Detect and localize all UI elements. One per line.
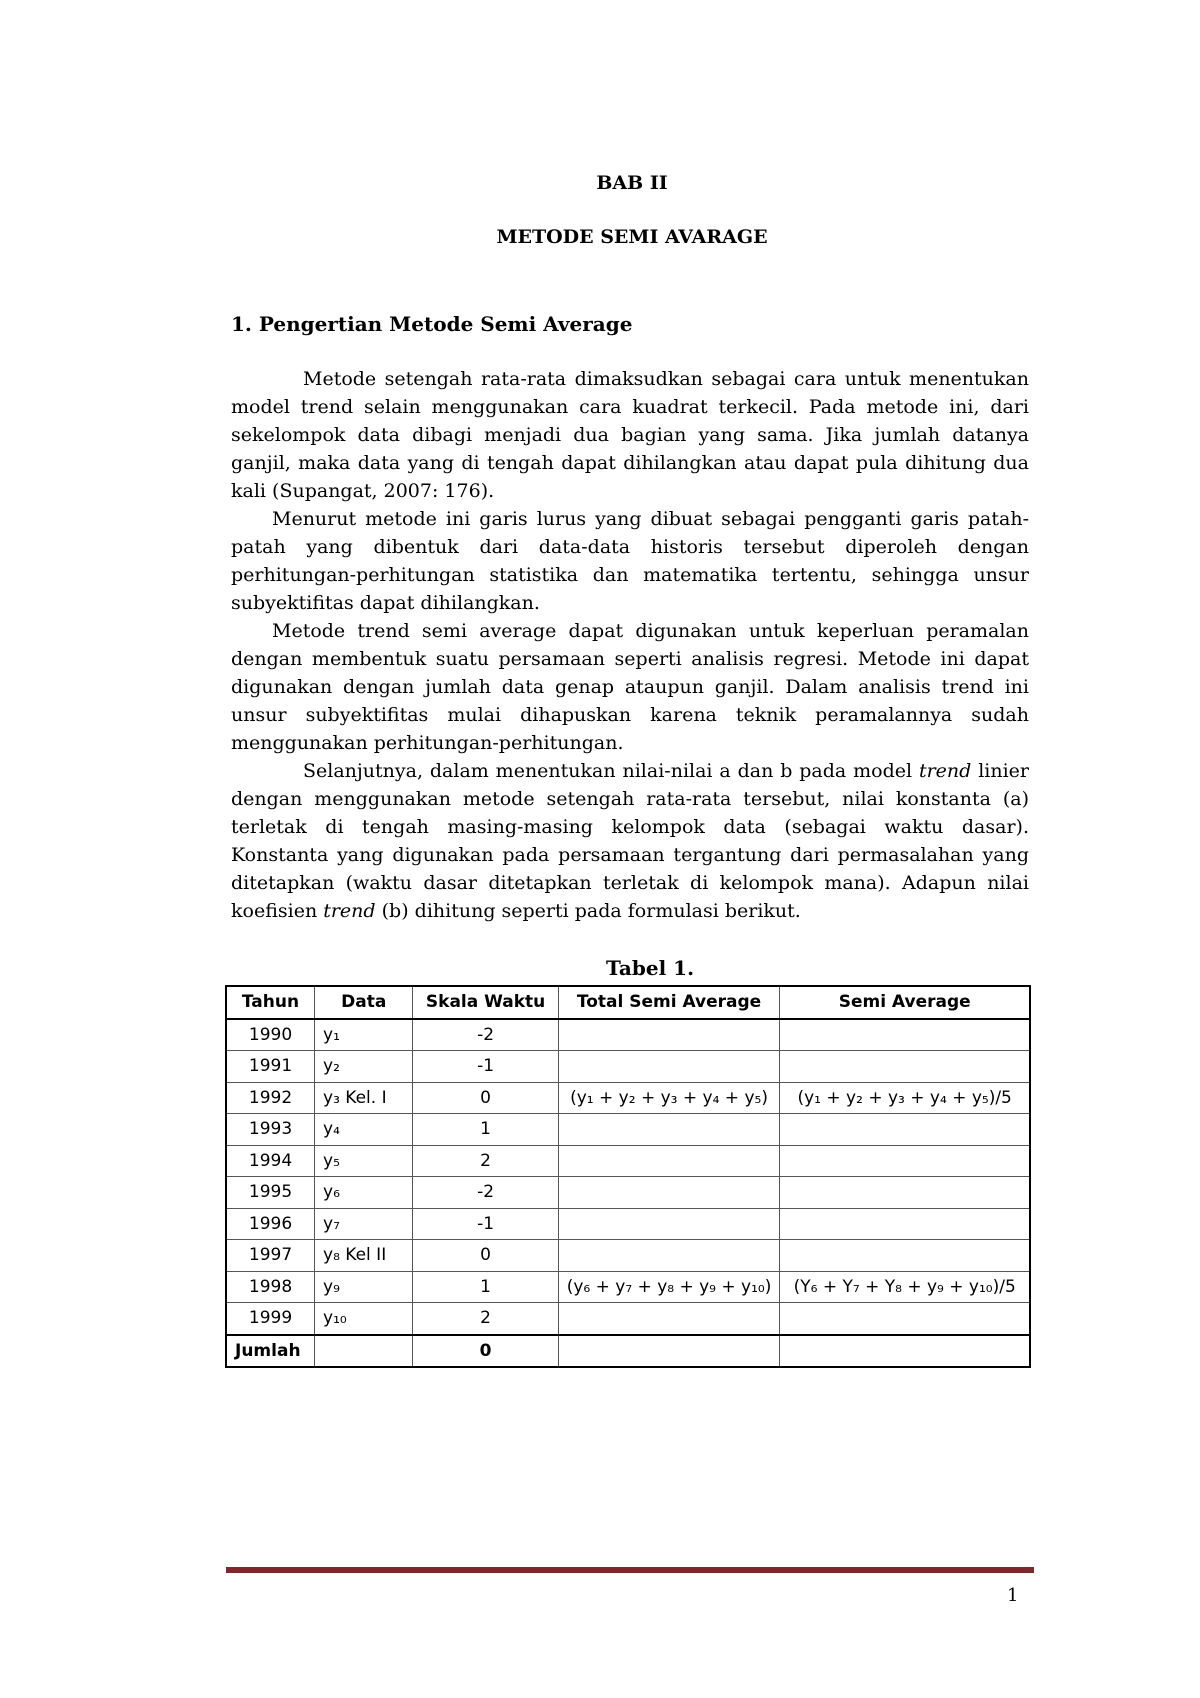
cell-skala-waktu: 0	[413, 1082, 558, 1114]
paragraph-4-part-a: Selanjutnya, dalam menentukan nilai-nilai a dan b pada model	[303, 760, 919, 782]
cell-tahun: 1996	[226, 1208, 315, 1240]
cell-total-semi-average: (y₆ + y₇ + y₈ + y₉ + y₁₀)	[558, 1271, 780, 1303]
table-row	[226, 1019, 1030, 1051]
cell-data: y₆	[315, 1177, 413, 1209]
cell-data: y₂	[315, 1051, 413, 1083]
paragraph-4	[231, 757, 1029, 925]
cell-skala-waktu: 1	[413, 1114, 558, 1146]
table-row	[226, 1303, 1030, 1335]
cell-skala-waktu: 0	[413, 1240, 558, 1272]
cell-tahun: 1998	[226, 1271, 315, 1303]
cell-total-semi-average	[558, 1145, 780, 1177]
cell-skala-waktu: 2	[413, 1303, 558, 1335]
cell-tahun: 1993	[226, 1114, 315, 1146]
cell-data: y₉	[315, 1271, 413, 1303]
cell-data: y₁₀	[315, 1303, 413, 1335]
cell-tahun: 1992	[226, 1082, 315, 1114]
cell-total-skala-waktu: 0	[413, 1335, 558, 1368]
cell-tahun: 1997	[226, 1240, 315, 1272]
cell-total-semi-average	[558, 1019, 780, 1051]
table-row	[226, 1240, 1030, 1272]
cell-semi-average	[780, 1240, 1030, 1272]
semi-average-table	[225, 985, 1031, 1368]
cell-skala-waktu: -1	[413, 1051, 558, 1083]
cell-total-total-semi-average	[558, 1335, 780, 1368]
cell-total-semi-average	[558, 1208, 780, 1240]
header-data: Data	[315, 986, 413, 1019]
cell-tahun: 1991	[226, 1051, 315, 1083]
section-heading: 1. Pengertian Metode Semi Average	[231, 312, 633, 336]
cell-total-semi-average	[558, 1051, 780, 1083]
cell-data: y₅	[315, 1145, 413, 1177]
paragraph-1: Metode setengah rata-rata dimaksudkan sebagai cara untuk menentukan model trend selain menggunakan cara kuadrat terkecil. Pada metode ini, dari sekelompok data dibagi menjadi dua bagian yang sama. Jika jumlah datanya ganjil, maka data yang di tengah dapat dihilangkan atau dapat pula dihitung dua kali (Supangat, 2007: 176).	[231, 368, 1029, 502]
cell-total-data	[315, 1335, 413, 1368]
cell-data: y₃ Kel. I	[315, 1082, 413, 1114]
cell-skala-waktu: 2	[413, 1145, 558, 1177]
chapter-label: BAB II	[596, 172, 668, 194]
paragraph-3: Metode trend semi average dapat digunakan untuk keperluan peramalan dengan membentuk suatu persamaan seperti analisis regresi. Metode ini dapat digunakan dengan jumlah data genap ataupun ganjil. Dalam analisis trend ini unsur subyektifitas mulai dihapuskan karena teknik peramalannya sudah menggunakan perhitungan-perhitungan.	[231, 620, 1029, 754]
cell-semi-average: (Y₆ + Y₇ + Y₈ + y₉ + y₁₀)/5	[780, 1271, 1030, 1303]
paragraph-2: Menurut metode ini garis lurus yang dibuat sebagai pengganti garis patah-patah yang dibentuk dari data-data historis tersebut diperoleh dengan perhitungan-perhitungan statistika dan matematika tertentu, sehingga unsur subyektifitas dapat dihilangkan.	[231, 508, 1029, 614]
cell-semi-average	[780, 1051, 1030, 1083]
header-semi-average: Semi Average	[780, 986, 1030, 1019]
table-row	[226, 1082, 1030, 1114]
body-text	[231, 365, 1029, 925]
cell-total-semi-average	[558, 1177, 780, 1209]
cell-skala-waktu: -2	[413, 1019, 558, 1051]
cell-tahun: 1994	[226, 1145, 315, 1177]
header-total-semi-average: Total Semi Average	[558, 986, 780, 1019]
table-caption: Tabel 1.	[605, 956, 695, 980]
cell-jumlah-label: Jumlah	[226, 1335, 315, 1368]
cell-total-semi-average: (y₁ + y₂ + y₃ + y₄ + y₅)	[558, 1082, 780, 1114]
paragraph-4-part-c: (b) dihitung seperti pada formulasi berikut.	[375, 900, 801, 922]
header-tahun: Tahun	[226, 986, 315, 1019]
cell-semi-average	[780, 1114, 1030, 1146]
cell-data: y₇	[315, 1208, 413, 1240]
cell-data: y₈ Kel II	[315, 1240, 413, 1272]
cell-total-semi-average	[558, 1114, 780, 1146]
table-row	[226, 1114, 1030, 1146]
emphasis-trend: trend	[323, 900, 376, 922]
cell-semi-average	[780, 1303, 1030, 1335]
table-header-row	[226, 986, 1030, 1019]
header-skala-waktu: Skala Waktu	[413, 986, 558, 1019]
emphasis-trend: trend	[918, 760, 972, 782]
cell-total-semi-average	[780, 1335, 1030, 1368]
cell-semi-average	[780, 1177, 1030, 1209]
cell-total-semi-average	[558, 1303, 780, 1335]
paragraph-4-part-b: linier dengan menggunakan metode setengah rata-rata tersebut, nilai konstanta (a) terletak di tengah masing-masing kelompok data (sebagai waktu dasar). Konstanta yang digunakan pada persamaan tergantung dari permasalahan yang ditetapkan (waktu dasar ditetapkan terletak di kelompok mana). Adapun nilai koefisien	[231, 760, 1029, 922]
cell-semi-average	[780, 1019, 1030, 1051]
cell-semi-average	[780, 1145, 1030, 1177]
cell-tahun: 1995	[226, 1177, 315, 1209]
table-row	[226, 1145, 1030, 1177]
cell-tahun: 1990	[226, 1019, 315, 1051]
table-row	[226, 1177, 1030, 1209]
cell-skala-waktu: -1	[413, 1208, 558, 1240]
table-row	[226, 1208, 1030, 1240]
footer-rule	[226, 1567, 1034, 1573]
table-total-row	[226, 1335, 1030, 1368]
table-row	[226, 1051, 1030, 1083]
cell-semi-average	[780, 1208, 1030, 1240]
chapter-title: METODE SEMI AVARAGE	[496, 226, 768, 248]
cell-tahun: 1999	[226, 1303, 315, 1335]
cell-semi-average: (y₁ + y₂ + y₃ + y₄ + y₅)/5	[780, 1082, 1030, 1114]
cell-skala-waktu: 1	[413, 1271, 558, 1303]
cell-data: y₁	[315, 1019, 413, 1051]
cell-skala-waktu: -2	[413, 1177, 558, 1209]
cell-data: y₄	[315, 1114, 413, 1146]
cell-total-semi-average	[558, 1240, 780, 1272]
page-number: 1	[1007, 1585, 1019, 1606]
table-row	[226, 1271, 1030, 1303]
